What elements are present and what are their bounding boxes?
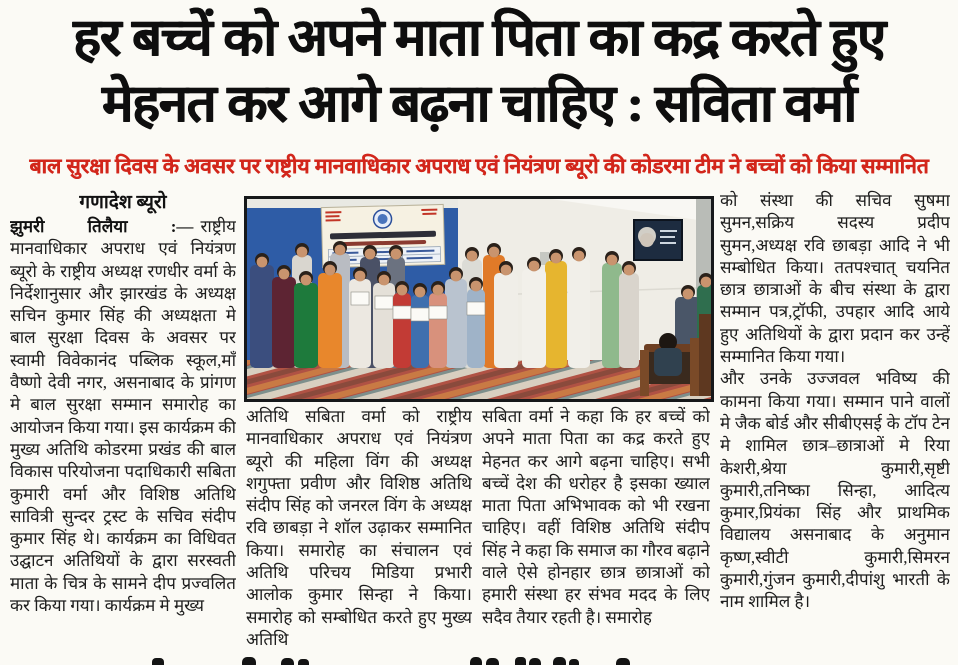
article-body (0, 190, 958, 660)
paragraph: अतिथि सबिता वर्मा को राष्ट्रीय मानवाधिकार अपराध एवं नियंत्रण ब्यूरो की महिला विंग की अध्यक्ष शगुफ्ता प्रवीण और विशिष्ठ अतिथि संदीप सिंह को जनरल विंग के अध्यक्ष रवि छाबड़ा ने शॉल उढ़ाकर सम्मानित किया। समारोह का संचालन एवं अतिथि परिचय मिडिया प्रभारी आलोक कुमार सिन्हा ने किया। समारोह को सम्बोधित करते हुए मुख्य अतिथि (246, 407, 472, 649)
paragraph (10, 216, 236, 617)
article-column-2 (246, 406, 472, 654)
headline-line-2: मेहनत कर आगे बढ़ना चाहिए : सविता वर्मा (102, 76, 856, 133)
dateline: झुमरी तिलैया :— (10, 217, 194, 236)
paragraph: सबिता वर्मा ने कहा कि हर बच्चें को अपने माता पिता का कद्र करते हुए मेहनत कर आगे बढ़ना चाहिए। सभी बच्चें देश की धरोहर है इसका ख्याल माता पिता अभिभावक को भी रखना चाहिए। वहीं विशिष्ठ अतिथि संदीप सिंह ने कहा कि समाज का गौरव बढ़ाने वाले ऐसे होनहार छात्र छात्राओं को हमारी संस्था हर संभव मदद के लिए सदैव तैयार रहती है। समारोह (482, 407, 710, 627)
paragraph: और उनके उज्जवल भविष्य की कामना किया गया। सम्मान पाने वालों मे जैक बोर्ड और सीबीएसई के टॉप टेन मे शामिल छात्र–छात्राओं मे रिया केशरी,श्रेया कुमारी,सृष्टी कुमारी,तनिष्का सिन्हा, आदित्य कुमार,प्रियंका सिंह और प्राथमिक विद्यालय असनाबाद के अनुमान कृष्ण,स्वीटी कुमारी,सिमरन कुमारी,गुंजन कुमारी,दीपांशु भारती के नाम शामिल है। (720, 369, 950, 612)
event-photo (244, 196, 714, 402)
article-column-4 (720, 190, 950, 656)
headline-line-1: हर बच्चें को अपने माता पिता का कद्र करते हुए (73, 10, 885, 67)
main-headline (0, 6, 958, 138)
article-column-1 (10, 190, 236, 656)
sub-headline: बाल सुरक्षा दिवस के अवसर पर राष्ट्रीय मानवाधिकार अपराध एवं नियंत्रण ब्यूरो की कोडरमा टीम ने बच्चों को किया सम्मानित (29, 154, 929, 178)
portrait-frame (634, 220, 682, 260)
paragraph: को संस्था की सचिव सुषमा सुमन,सक्रिय सदस्य प्रदीप सुमन,अध्यक्ष रवि छाबड़ा आदि ने भी सम्बोधित किया। ततपश्चात् चयनित छात्र छात्राओं के बीच संस्था के द्वारा सम्मान पत्र,ट्रॉफी, उपहार आदि आये हुए अतिथियों के द्वारा प्रदान कर उन्हें सम्मानित किया गया। (720, 191, 950, 367)
event-photo-scene (244, 196, 714, 402)
byline: गणादेश ब्यूरो (79, 192, 167, 213)
banner-emblem-icon (373, 210, 391, 228)
paragraph-text: राष्ट्रीय मानवाधिकार अपराध एवं नियंत्रण ब्यूरो के राष्ट्रीय अध्यक्ष रणधीर वर्मा के निर्देशानुसार और झारखंड के अध्यक्ष सचिन कुमार सिंह की अध्यक्षता मे बाल सुरक्षा दिवस के अवसर पर स्वामी विवेकानंद पब्लिक स्कूल,माँ वैष्णो देवी नगर, असनाबाद के प्रांगण मे बाल सुरक्षा सम्मान समारोह का आयोजन किया गया। इस कार्यक्रम की मुख्य अतिथि कोडरमा प्रखंड की बाल विकास परियोजना पदाधिकारी सबिता कुमारी वर्मा और विशिष्ठ अतिथि सावित्री सुन्दर ट्रस्ट के सचिव संदीप कुमार सिंह थे। कार्यक्रम का विधिवत उद्घाटन अतिथियों के द्वारा सरस्वती माता के चित्र के सामने दीप प्रज्वलित कर किया गया। कार्यक्रम मे मुख्य (10, 217, 236, 616)
article-column-3 (482, 406, 710, 654)
cutoff-next-headline (0, 652, 958, 665)
